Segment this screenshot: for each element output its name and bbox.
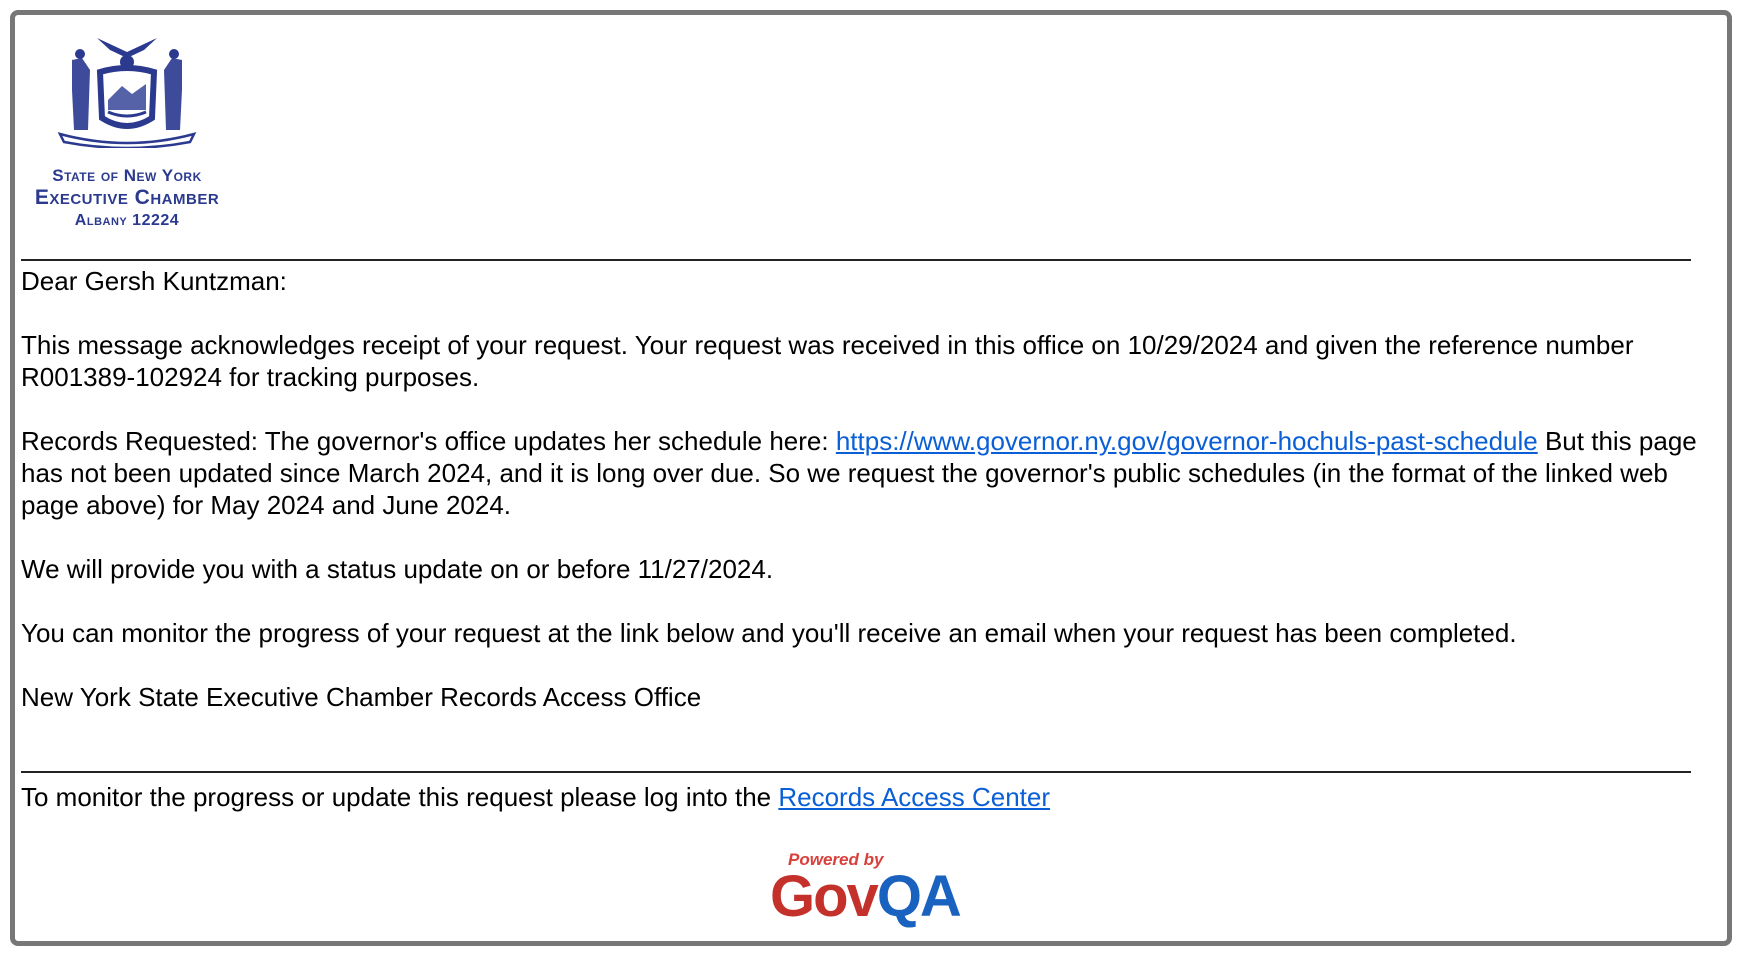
records-rest: But this page has not been updated since March 2024, and it is long over due. So we request the governor's public schedules (in the format of the linked web page above) for May 2024 and June 2024. bbox=[21, 426, 1697, 520]
records-requested-paragraph bbox=[21, 425, 1701, 521]
status-paragraph: We will provide you with a status update on or before 11/27/2024. bbox=[21, 554, 774, 584]
govqa-logo bbox=[770, 850, 970, 929]
records-access-center-link[interactable]: Records Access Center bbox=[778, 782, 1051, 812]
monitor-paragraph: You can monitor the progress of your request at the link below and you'll receive an email when your request has been completed. bbox=[21, 618, 1517, 648]
ny-state-seal-icon bbox=[52, 30, 202, 148]
footer bbox=[21, 781, 1050, 813]
schedule-link[interactable]: https://www.governor.ny.gov/governor-hochuls-past-schedule bbox=[835, 426, 1538, 456]
letterhead-line-state: State of New York bbox=[52, 166, 202, 185]
govqa-qa: QA bbox=[876, 864, 960, 929]
header-divider bbox=[21, 259, 1691, 261]
letterhead-line-address: Albany 12224 bbox=[74, 212, 180, 229]
letter-body bbox=[21, 265, 1701, 745]
footer-divider bbox=[21, 771, 1691, 773]
signature: New York State Executive Chamber Records Access Office bbox=[21, 682, 702, 712]
salutation: Dear Gersh Kuntzman: bbox=[21, 266, 287, 296]
footer-text: To monitor the progress or update this request please log into the bbox=[21, 782, 779, 812]
govqa-gov: Gov bbox=[770, 864, 877, 929]
records-prefix: Records Requested: The governor's office updates her schedule here: bbox=[21, 426, 836, 456]
letterhead-line-chamber: Executive Chamber bbox=[34, 186, 220, 209]
letterhead bbox=[22, 30, 232, 230]
powered-by-label: Powered by bbox=[788, 850, 884, 869]
receipt-paragraph: This message acknowledges receipt of your request. Your request was received in this office on 10/29/2024 and given the reference number R001389-102924 for tracking purposes. bbox=[21, 330, 1634, 392]
